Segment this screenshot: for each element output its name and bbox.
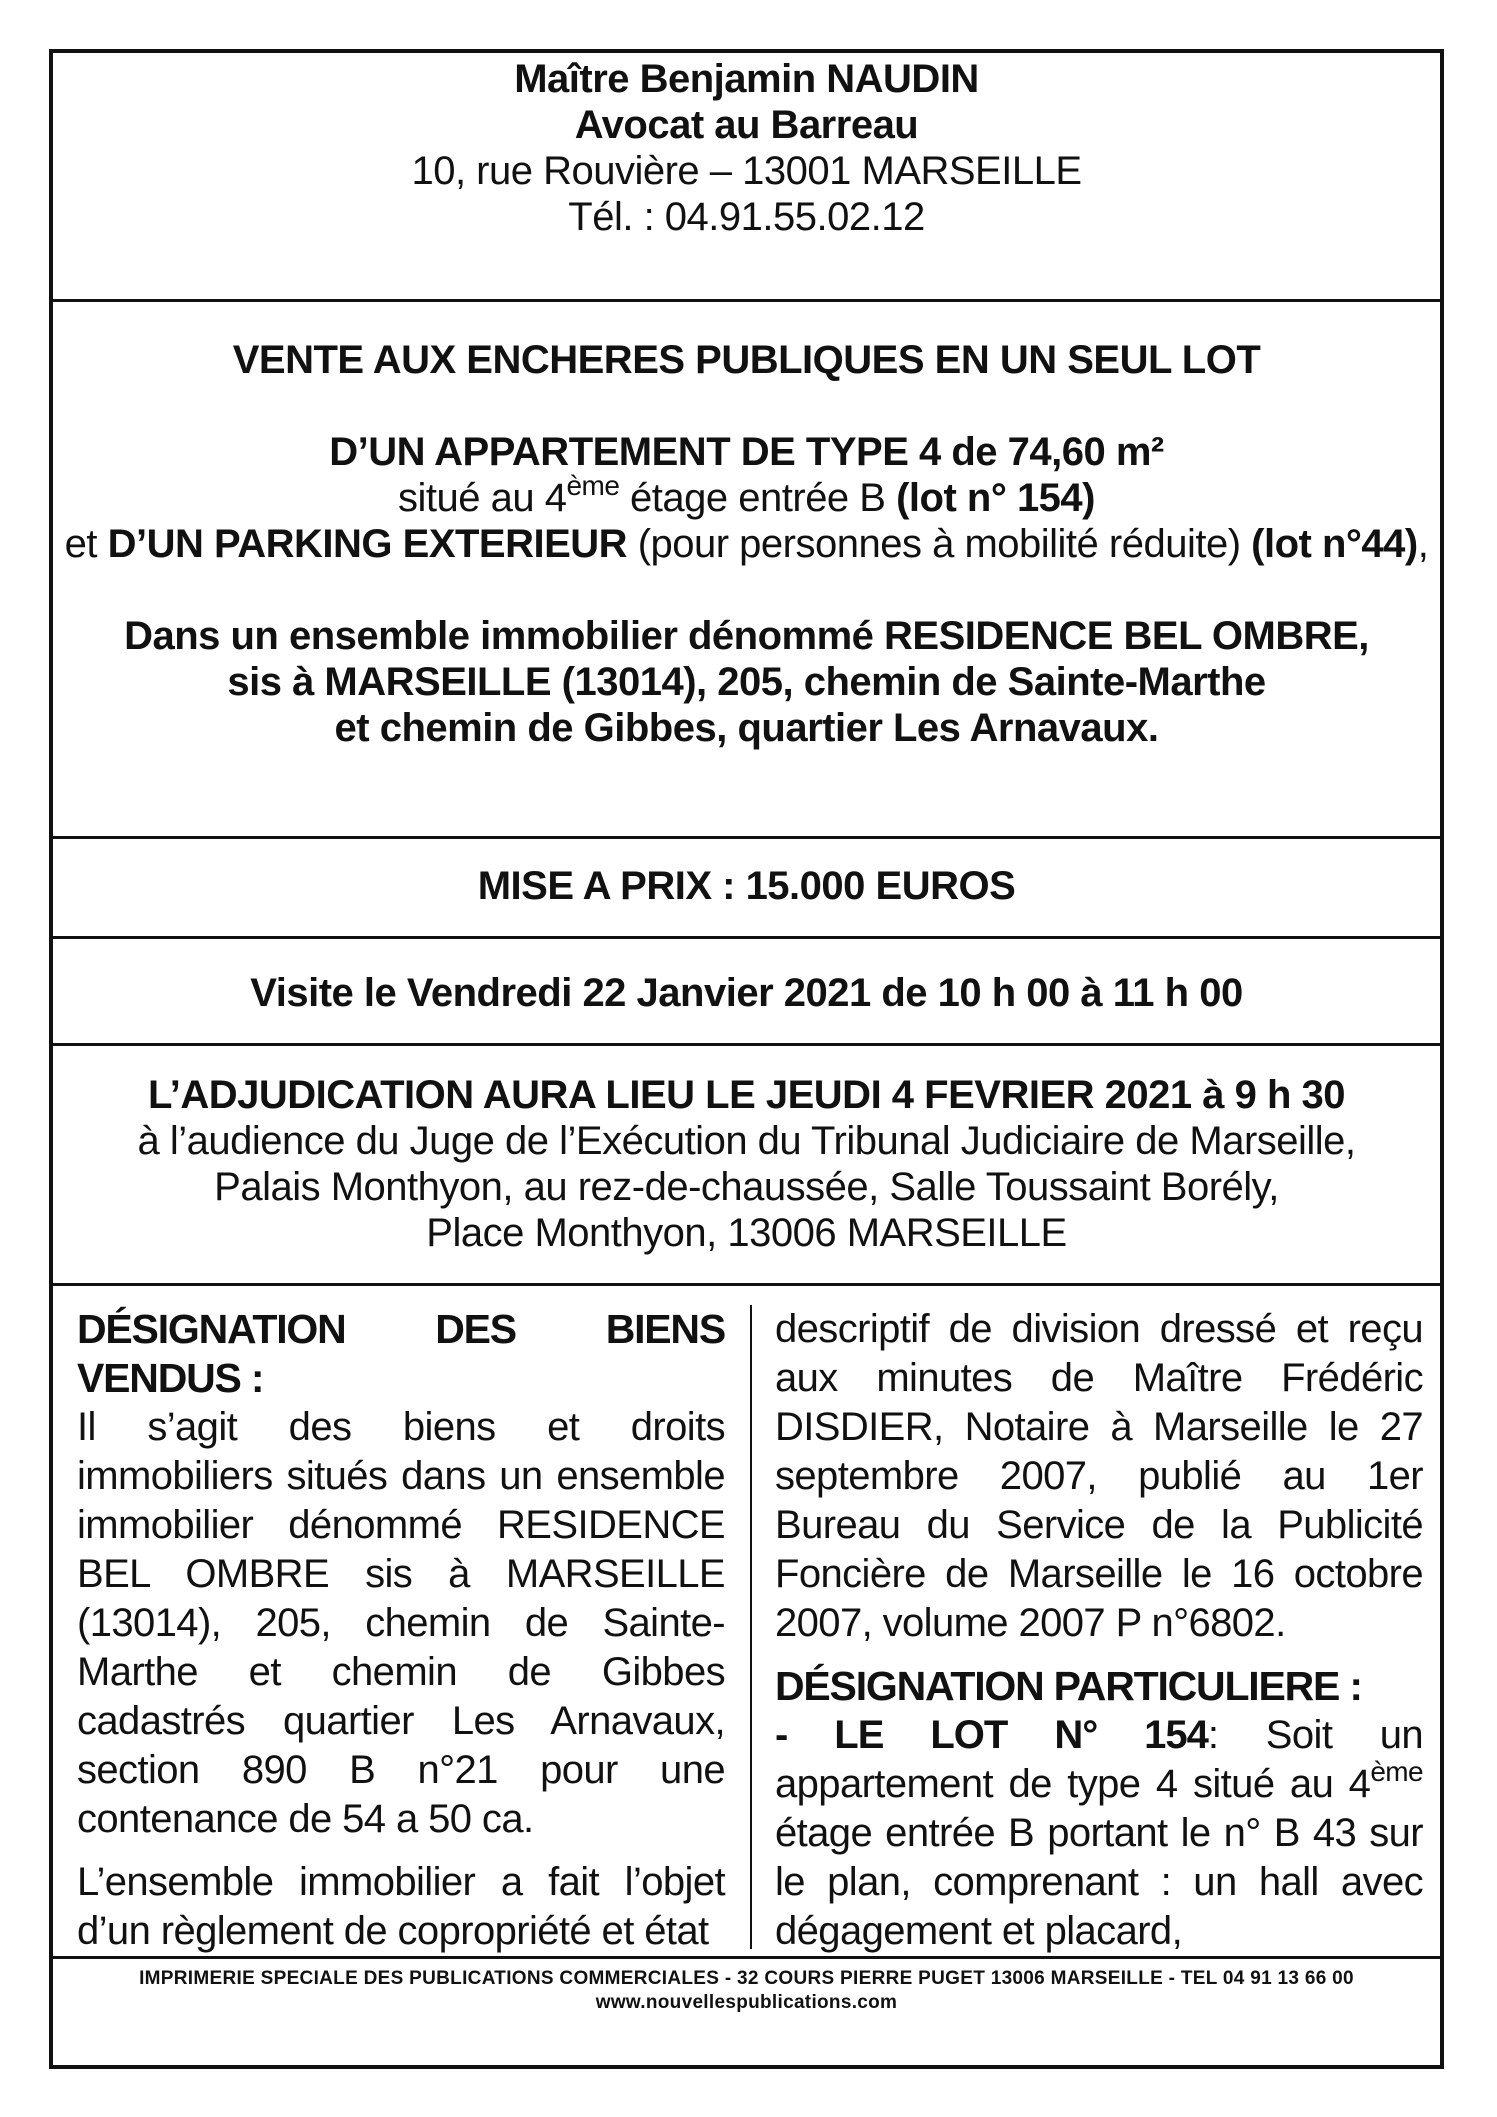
designation-paragraph: Il s’agit des biens et droits immobiliers situés dans un ensemble immobilier dénommé RESIDENCE BEL OMBRE sis à MARSEILLE (13014), 205, chemin de Sainte-Marthe et chemin de Gibbes cadastrés quartier Les Arnavaux, section 890 B n°21 pour une contenance de 54 a 50 ca. <box>77 1405 725 1841</box>
starting-price: MISE A PRIX : 15.000 EUROS <box>477 864 1016 908</box>
sale-section <box>53 337 1440 751</box>
adjudication-line: Palais Monthyon, au rez-de-chaussée, Salle Toussaint Borély, <box>214 1165 1279 1209</box>
particular-designation-heading: DÉSIGNATION PARTICULIERE : <box>775 1663 1362 1709</box>
designation-heading: DÉSIGNATION DES BIENS VENDUS : <box>77 1306 725 1401</box>
sale-title: VENTE AUX ENCHERES PUBLIQUES EN UN SEUL LOT <box>232 338 1261 382</box>
column-rule <box>750 1305 752 1949</box>
right-column <box>775 1305 1423 1956</box>
adjudication-line: Place Monthyon, 13006 MARSEILLE <box>426 1211 1067 1255</box>
lawyer-address: 10, rue Rouvière – 13001 MARSEILLE <box>411 149 1082 193</box>
adjudication-title: L’ADJUDICATION AURA LIEU LE JEUDI 4 FEVRIER 2021 à 9 h 30 <box>148 1073 1345 1117</box>
price-section <box>53 863 1440 909</box>
location-line: Dans un ensemble immobilier dénommé RESIDENCE BEL OMBRE, <box>124 614 1369 658</box>
divider <box>53 836 1440 839</box>
lawyer-role: Avocat au Barreau <box>574 103 919 147</box>
location-line: sis à MARSEILLE (13014), 205, chemin de Sainte-Marthe <box>227 660 1266 704</box>
adjudication-line: à l’audience du Juge de l’Exécution du Tribunal Judiciaire de Marseille, <box>137 1119 1356 1163</box>
adjudication-section <box>53 1072 1440 1256</box>
designation-columns <box>53 1305 1440 1961</box>
printer-info: IMPRIMERIE SPECIALE DES PUBLICATIONS COMMERCIALES - 32 COURS PIERRE PUGET 13006 MARSEILLE - TEL 04 91 13 66 00 <box>139 1968 1354 1989</box>
lawyer-header <box>53 56 1440 240</box>
property-title: D’UN APPARTEMENT DE TYPE 4 de 74,60 m² <box>329 430 1164 474</box>
divider <box>53 1043 1440 1046</box>
property-floor: situé au 4ème étage entrée B (lot n° 154) <box>398 470 1095 520</box>
lawyer-name: Maître Benjamin NAUDIN <box>514 57 979 101</box>
copropriete-paragraph: L’ensemble immobilier a fait l’objet d’un règlement de copropriété et état <box>77 1860 725 1953</box>
divider <box>53 936 1440 939</box>
notice-frame <box>49 49 1444 2069</box>
division-paragraph: descriptif de division dressé et reçu aux minutes de Maître Frédéric DISDIER, Notaire à Marseille le 27 septembre 2007, publié au 1er Bureau du Service de la Publicité Foncière de Marseille le 16 octobre 2007, volume 2007 P n°6802. <box>775 1307 1423 1645</box>
lawyer-phone: Tél. : 04.91.55.02.12 <box>568 195 925 239</box>
divider <box>53 1283 1440 1286</box>
location-line: et chemin de Gibbes, quartier Les Arnavaux. <box>334 706 1159 750</box>
divider <box>53 1956 1440 1959</box>
visit-date: Visite le Vendredi 22 Janvier 2021 de 10 h 00 à 11 h 00 <box>250 971 1243 1015</box>
parking-line: et D’UN PARKING EXTERIEUR (pour personnes à mobilité réduite) (lot n°44), <box>64 522 1429 566</box>
lot-154-paragraph: - LE LOT N° 154: Soit un appartement de type 4 situé au 4ème étage entrée B portant le n° B 43 sur le plan, comprenant : un hall avec dégagement et placard, <box>775 1713 1423 1953</box>
left-column <box>77 1305 725 1956</box>
divider <box>53 299 1440 302</box>
printer-footer <box>53 1967 1440 2015</box>
visit-section <box>53 970 1440 1016</box>
printer-website: www.nouvellespublications.com <box>595 1992 898 2013</box>
